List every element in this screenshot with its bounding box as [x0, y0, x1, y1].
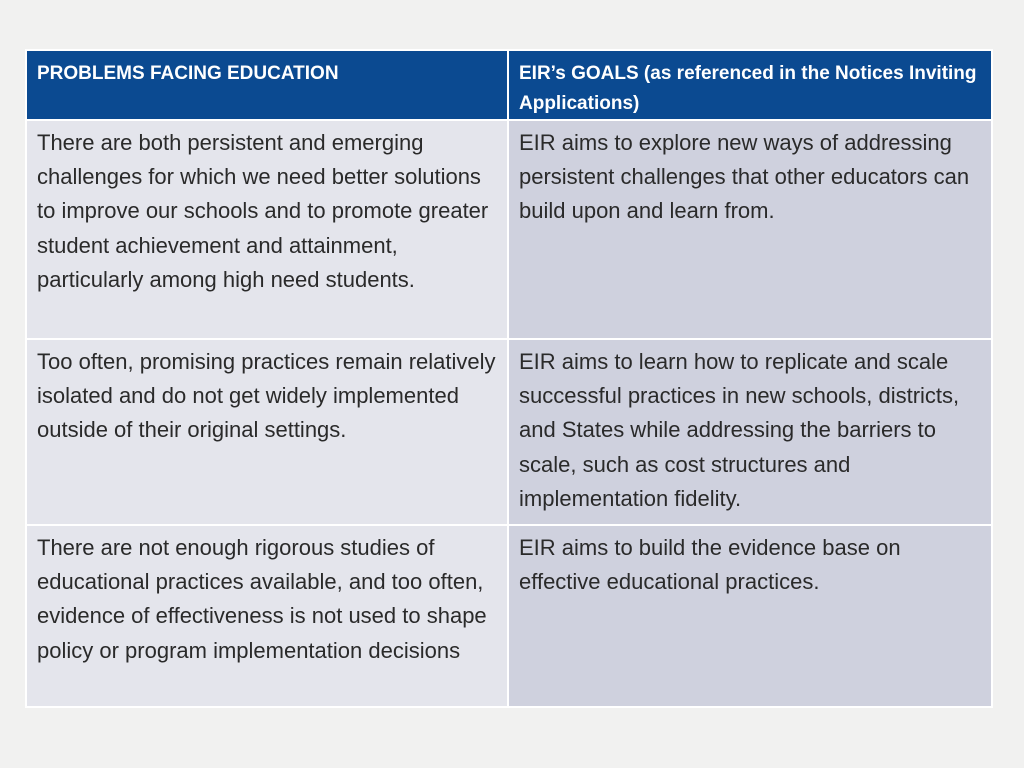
header-problems: PROBLEMS FACING EDUCATION: [26, 50, 508, 120]
table-row: [26, 339, 992, 525]
goal-cell: EIR aims to build the evidence base on effective educational practices.: [508, 525, 992, 707]
problems-goals-table: [25, 49, 993, 708]
problem-cell: There are not enough rigorous studies of educational practices available, and too often, evidence of effectiveness is not used to shape policy or program implementation decisions: [26, 525, 508, 707]
problem-cell: There are both persistent and emerging challenges for which we need better solutions to improve our schools and to promote greater student achievement and attainment, particularly among high need students.: [26, 120, 508, 339]
header-goals: EIR’s GOALS (as referenced in the Notices Inviting Applications): [508, 50, 992, 120]
table-row: [26, 525, 992, 707]
table-row: [26, 120, 992, 339]
table-header-row: [26, 50, 992, 120]
problem-cell: Too often, promising practices remain relatively isolated and do not get widely implemented outside of their original settings.: [26, 339, 508, 525]
goal-cell: EIR aims to explore new ways of addressing persistent challenges that other educators can build upon and learn from.: [508, 120, 992, 339]
goal-cell: EIR aims to learn how to replicate and scale successful practices in new schools, districts, and States while addressing the barriers to scale, such as cost structures and implementation fidelity.: [508, 339, 992, 525]
